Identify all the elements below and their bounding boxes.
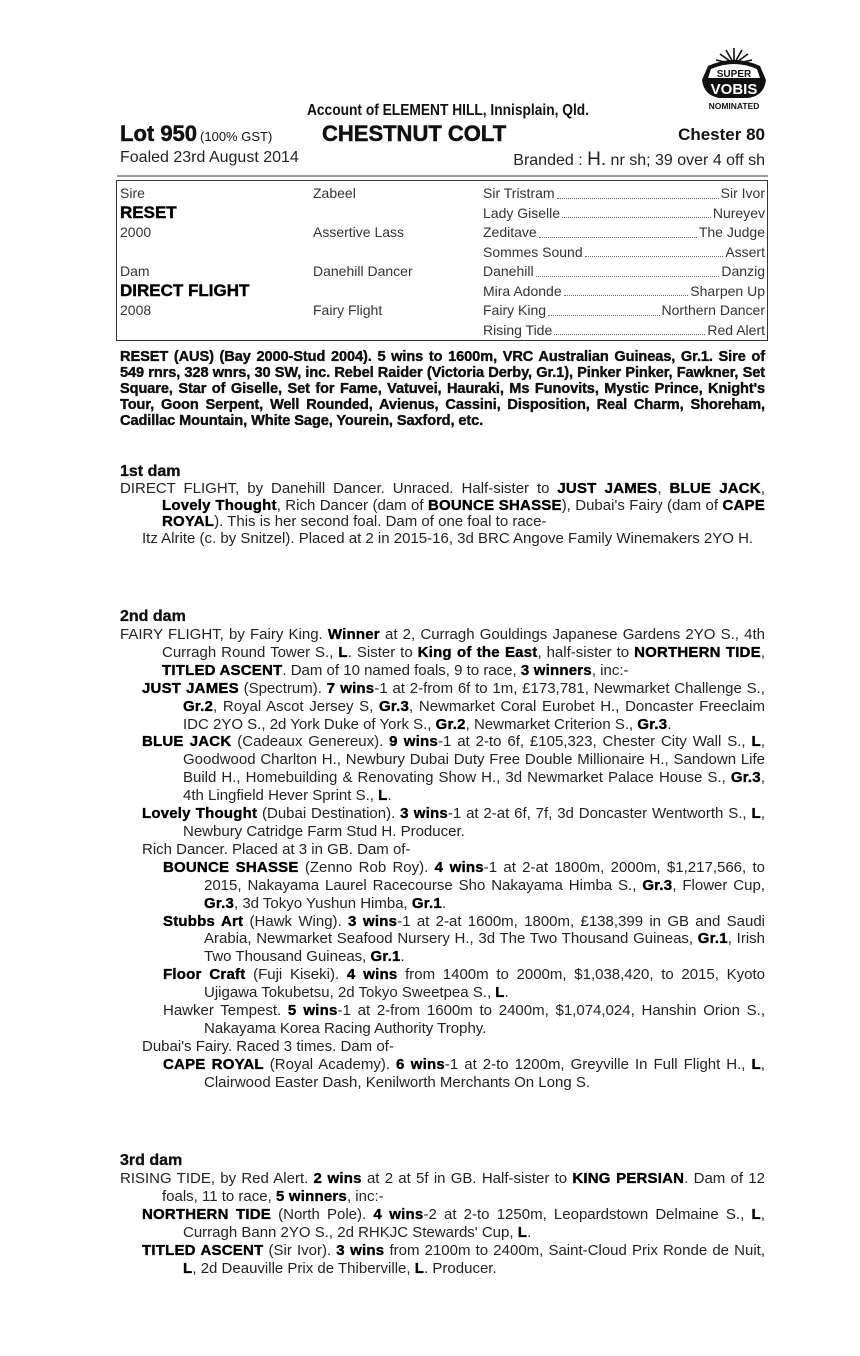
- bold-text: Gr.3: [379, 697, 410, 715]
- text: . Dam of 12 foals, 11 to race,: [162, 1170, 765, 1205]
- bold-text: L: [751, 805, 761, 823]
- bold-text: Gr.3: [730, 769, 761, 787]
- brand-mark: H.: [587, 149, 607, 170]
- pedigree-entry: [120, 531, 765, 548]
- text: , inc:-: [591, 661, 629, 679]
- text: -1 at 2-at 1800m, 2000m, $1,217,566, to 2015, Nakayama Laurel Racecourse Sho Nakayama Himba S.,: [204, 858, 765, 894]
- dotted-leader: [562, 204, 711, 219]
- text: at 2 at 5f in GB. Half-sister to: [361, 1170, 573, 1187]
- text: -1 at 2-from 6f to 1m, £173,781, Newmarket Challenge S.,: [374, 679, 765, 697]
- pedigree-entry: [120, 1170, 765, 1206]
- bold-text: 6 wins: [396, 1055, 445, 1073]
- text: , 2d Deauville Prix de Thiberville,: [192, 1259, 415, 1277]
- ancestor-row: [483, 223, 765, 243]
- text: , Flower Cup,: [672, 876, 765, 894]
- text: ), Dubai's Fairy (dam of: [561, 496, 723, 514]
- dotted-leader: [564, 282, 689, 297]
- ancestor-name: Sir Tristram: [483, 185, 555, 201]
- pedigree-entry: [120, 1206, 765, 1242]
- bold-text: JUST JAMES: [142, 679, 239, 697]
- ancestor-row: [483, 184, 765, 204]
- text: , 4th Lingfield Hever Sprint S.,: [183, 769, 765, 805]
- foaled-date: Foaled 23rd August 2014: [120, 149, 299, 166]
- bold-text: L: [414, 1259, 425, 1277]
- text: (Zenno Rob Roy).: [298, 858, 435, 876]
- text: , half-sister to: [537, 643, 635, 661]
- bold-text: King of the East: [417, 643, 538, 661]
- text: from 1400m to 2000m, $1,038,420, to 2015, Kyoto Ujigawa Tokubetsu, 2d Tokyo Sweetpea S.,: [204, 966, 765, 1002]
- bold-text: KING PERSIAN: [572, 1170, 685, 1187]
- bold-text: 4 wins: [373, 1205, 424, 1223]
- text: Itz Alrite (c. by Snitzel). Placed at 2 in 2015-16, 3d BRC Angove Family Winemakers 2YO H.: [142, 530, 754, 548]
- text: . Sister to: [347, 643, 418, 661]
- sire-summary: RESET (AUS) (Bay 2000-Stud 2004). 5 wins to 1600m, VRC Australian Guineas, Gr.1. Sire of 549 rnrs, 328 wnrs, 30 SW, inc. Rebel Raider (Victoria Derby, Gr.1), Pinker Pinker, Fawkner, Set Square, Star of Giselle, Set for Fame, Vatuvei, Hauraki, Ms Funovits, Mystic Prince, Knight's Tour, Goon Serpent, Well Rounded, Avienus, Cassini, Disposition, Real Charm, Shoreham, Cadillac Mountain, White Sage, Yourein, Saxford, etc.: [120, 349, 765, 429]
- text: , Clairwood Easter Dash, Kenilworth Merchants On Long S.: [204, 1055, 765, 1091]
- bold-text: Lovely Thought: [142, 805, 258, 823]
- grandparent: Fairy Flight: [313, 302, 383, 318]
- text: . Producer.: [424, 1259, 497, 1277]
- bold-text: 5 winners: [275, 1187, 347, 1205]
- text: .: [400, 948, 405, 966]
- bold-text: L: [751, 733, 761, 751]
- pedigree-entry: [120, 626, 765, 680]
- ancestor-row: [483, 282, 765, 302]
- pedigree-entry: [120, 966, 765, 1002]
- text: (Cadeaux Genereux).: [231, 733, 390, 751]
- bold-text: 3 winners: [520, 661, 592, 679]
- text: .: [527, 1223, 532, 1241]
- ancestor-row: [483, 301, 765, 321]
- bold-text: Gr.3: [204, 894, 234, 912]
- text: ,: [760, 643, 765, 661]
- bold-text: 5 wins: [287, 1002, 338, 1020]
- text: Rich Dancer. Placed at 3 in GB. Dam of-: [142, 840, 411, 858]
- text: ,: [657, 480, 670, 497]
- text: (Hawk Wing).: [243, 912, 349, 930]
- bold-text: NORTHERN TIDE: [634, 643, 761, 661]
- lot-description: CHESTNUT COLT: [322, 121, 507, 146]
- svg-text:VOBIS: VOBIS: [710, 81, 758, 98]
- lot-number: [120, 121, 272, 147]
- text: . Dam of 10 named foals, 9 to race,: [282, 661, 521, 679]
- ancestor-sire: Sharpen Up: [690, 282, 765, 299]
- dotted-leader: [554, 321, 705, 336]
- pedigree-entry: [120, 913, 765, 967]
- bold-text: 9 wins: [389, 733, 438, 751]
- bold-text: Stubbs Art: [163, 912, 244, 930]
- header-divider: [117, 175, 768, 177]
- bold-text: L: [183, 1259, 193, 1277]
- bold-text: JUST JAMES: [557, 480, 658, 497]
- section-heading: 3rd dam: [120, 1152, 183, 1169]
- bold-text: CAPE ROYAL: [162, 496, 765, 531]
- text: at 2, Curragh Gouldings Japanese Gardens 2YO S., 4th Curragh Round Tower S.,: [162, 626, 765, 661]
- lot-number-text: Lot 950: [120, 121, 198, 146]
- dam-name: DIRECT FLIGHT: [120, 281, 250, 300]
- pedigree-entry: [120, 1056, 765, 1092]
- dam-label: Dam: [120, 263, 150, 279]
- text: , Goodwood Charlton H., Newbury Dubai Duty Free Double Millionaire H., Sandown Life Build H., Homebuilding & Renovating Show H., 3d Newmarket Palace House S.,: [183, 733, 766, 787]
- bold-text: 3 wins: [336, 1241, 385, 1259]
- text: (Royal Academy).: [263, 1055, 396, 1073]
- dotted-leader: [548, 301, 659, 316]
- pedigree-entry: [120, 733, 765, 805]
- bold-text: L: [751, 1055, 761, 1073]
- ancestor-name: Fairy King: [483, 302, 547, 318]
- text: -1 at 2-to 1200m, Greyville In Full Flight H.,: [444, 1055, 752, 1073]
- dam-year: 2008: [120, 302, 152, 318]
- text: -1 at 2-at 1600m, 1800m, £138,399 in GB and Saudi Arabia, Newmarket Seafood Nursery H., 3d The Two Thousand Guineas,: [204, 912, 765, 948]
- grandparent: Assertive Lass: [313, 224, 405, 240]
- dotted-leader: [539, 223, 697, 238]
- ancestor-name: Sommes Sound: [483, 243, 583, 260]
- bold-text: Gr.3: [642, 876, 673, 894]
- bold-text: 3 wins: [348, 912, 398, 930]
- bold-text: Gr.2: [183, 697, 213, 715]
- text: .: [441, 894, 447, 912]
- ancestor-sire: Sir Ivor: [720, 185, 765, 201]
- bold-text: L: [517, 1223, 528, 1241]
- text: , Curragh Bann 2YO S., 2d RHKJC Stewards' Cup,: [183, 1205, 765, 1241]
- bold-text: Gr.1: [411, 894, 442, 912]
- pedigree-table: [116, 180, 768, 341]
- text: .: [387, 787, 392, 805]
- text: -1 at 2-at 6f, 7f, 3d Doncaster Wentworth S.,: [447, 805, 752, 823]
- dotted-leader: [536, 262, 720, 277]
- text: FAIRY FLIGHT, by Fairy King.: [120, 626, 328, 643]
- bold-text: CAPE ROYAL: [163, 1055, 264, 1073]
- lot-header: [120, 121, 765, 149]
- ancestor-name: Lady Giselle: [483, 204, 561, 221]
- ancestor-row: [483, 243, 765, 263]
- sire-label: Sire: [120, 185, 145, 201]
- bold-text: Gr.1: [370, 948, 401, 966]
- consignor-heading: Account of ELEMENT HILL, Innisplain, Qld.: [306, 102, 590, 119]
- bold-text: Winner: [327, 626, 380, 643]
- text: Hawker Tempest.: [163, 1002, 288, 1020]
- bold-text: 2 wins: [313, 1170, 362, 1187]
- svg-text:SUPER: SUPER: [716, 69, 752, 80]
- sire-name: RESET: [120, 203, 177, 222]
- bold-text: L: [338, 643, 348, 661]
- grandparent: Zabeel: [313, 185, 356, 201]
- bold-text: 7 wins: [326, 679, 375, 697]
- text: ). This is her second foal. Dam of one foal to race-: [214, 513, 547, 531]
- text: , 3d Tokyo Yushun Himba,: [234, 894, 412, 912]
- text: -1 at 2-from 1600m to 2400m, $1,074,024, Hanshin Orion S., Nakayama Korea Racing Authority Trophy.: [204, 1002, 765, 1037]
- text: -1 at 2-to 6f, £105,323, Chester City Wall S.,: [437, 733, 752, 751]
- first-dam-section: [120, 463, 765, 548]
- bold-text: TITLED ASCENT: [162, 661, 283, 679]
- bold-text: Gr.2: [435, 715, 466, 733]
- ancestor-sire: Northern Dancer: [661, 302, 765, 318]
- pedigree-entry: [120, 680, 765, 734]
- svg-text:NOMINATED: NOMINATED: [708, 101, 760, 111]
- pedigree-entry: [120, 859, 765, 913]
- section-heading: 1st dam: [120, 463, 181, 480]
- bold-text: 3 wins: [400, 805, 448, 823]
- text: .: [667, 715, 672, 733]
- bold-text: Lovely Thought: [162, 496, 277, 514]
- text: .: [504, 984, 509, 1002]
- text: ,: [760, 480, 766, 497]
- bold-text: NORTHERN TIDE: [142, 1205, 271, 1223]
- dotted-leader: [557, 184, 719, 199]
- grandparent: Danehill Dancer: [313, 263, 413, 279]
- text: , Royal Ascot Jersey S,: [213, 697, 380, 715]
- bold-text: 4 wins: [434, 858, 484, 876]
- pedigree-entry: [120, 841, 765, 859]
- text: (Sir Ivor).: [263, 1241, 337, 1259]
- bold-text: BOUNCE SHASSE: [427, 496, 562, 514]
- text: (North Pole).: [270, 1205, 374, 1223]
- text: , Newmarket Coral Eurobet H., Doncaster Freeclaim IDC 2YO S., 2d York Duke of York S.,: [183, 697, 765, 733]
- lot-location: Chester 80: [678, 125, 765, 144]
- sire-year: 2000: [120, 224, 152, 240]
- dotted-leader: [585, 243, 724, 258]
- ancestor-name: Danehill: [483, 263, 534, 279]
- text: Dubai's Fairy. Raced 3 times. Dam of-: [142, 1037, 394, 1055]
- text: , Irish Two Thousand Guineas,: [204, 930, 765, 966]
- pedigree-entry: [120, 805, 765, 841]
- ancestor-name: Zeditave: [483, 224, 537, 240]
- ancestor-sire: Nureyev: [712, 204, 765, 221]
- bold-text: Gr.3: [637, 715, 668, 733]
- ancestor-sire: Red Alert: [707, 321, 765, 338]
- gst-note: (100% GST): [200, 129, 273, 144]
- ancestor-sire: Assert: [725, 243, 765, 260]
- second-dam-section: [120, 608, 765, 1092]
- ancestor-row: [483, 262, 765, 282]
- bold-text: BLUE JACK: [142, 733, 232, 751]
- text: (Fuji Kiseki).: [245, 966, 347, 984]
- pedigree-entry: [120, 1242, 765, 1278]
- brand-info: [513, 149, 765, 171]
- bold-text: TITLED ASCENT: [142, 1241, 264, 1259]
- ancestor-sire: Danzig: [721, 263, 765, 279]
- text: from 2100m to 2400m, Saint-Cloud Prix Ronde de Nuit,: [384, 1241, 765, 1259]
- section-heading: 2nd dam: [120, 608, 186, 625]
- bold-text: Gr.1: [697, 930, 728, 948]
- text: , Newmarket Criterion S.,: [465, 715, 638, 733]
- bold-text: BOUNCE SHASSE: [163, 858, 299, 876]
- text: , Rich Dancer (dam of: [276, 496, 428, 514]
- ancestor-row: [483, 204, 765, 224]
- text: , Newbury Catridge Farm Stud H. Producer.: [183, 805, 765, 840]
- text: (Spectrum).: [238, 679, 327, 697]
- bold-text: L: [751, 1205, 761, 1223]
- text: -2 at 2-to 1250m, Leopardstown Delmaine S.,: [423, 1205, 752, 1223]
- bold-text: L: [495, 984, 505, 1002]
- bold-text: 4 wins: [346, 966, 398, 984]
- ancestor-row: [483, 321, 765, 341]
- third-dam-section: [120, 1152, 765, 1277]
- text: (Dubai Destination).: [257, 805, 401, 823]
- pedigree-entry: [120, 1002, 765, 1038]
- bold-text: BLUE JACK: [669, 480, 761, 497]
- ancestor-name: Rising Tide: [483, 321, 553, 338]
- text: DIRECT FLIGHT, by Danehill Dancer. Unraced. Half-sister to: [120, 480, 558, 497]
- pedigree-entry: [120, 1038, 765, 1056]
- brand-details: nr sh; 39 over 4 off sh: [606, 152, 765, 169]
- ancestor-name: Mira Adonde: [483, 282, 562, 299]
- bold-text: L: [378, 787, 388, 805]
- pedigree-entry: [120, 481, 765, 531]
- text: RISING TIDE, by Red Alert.: [120, 1170, 314, 1187]
- branded-label: Branded :: [513, 152, 588, 169]
- bold-text: Floor Craft: [163, 966, 246, 984]
- text: , inc:-: [346, 1187, 384, 1205]
- ancestor-sire: The Judge: [698, 224, 765, 240]
